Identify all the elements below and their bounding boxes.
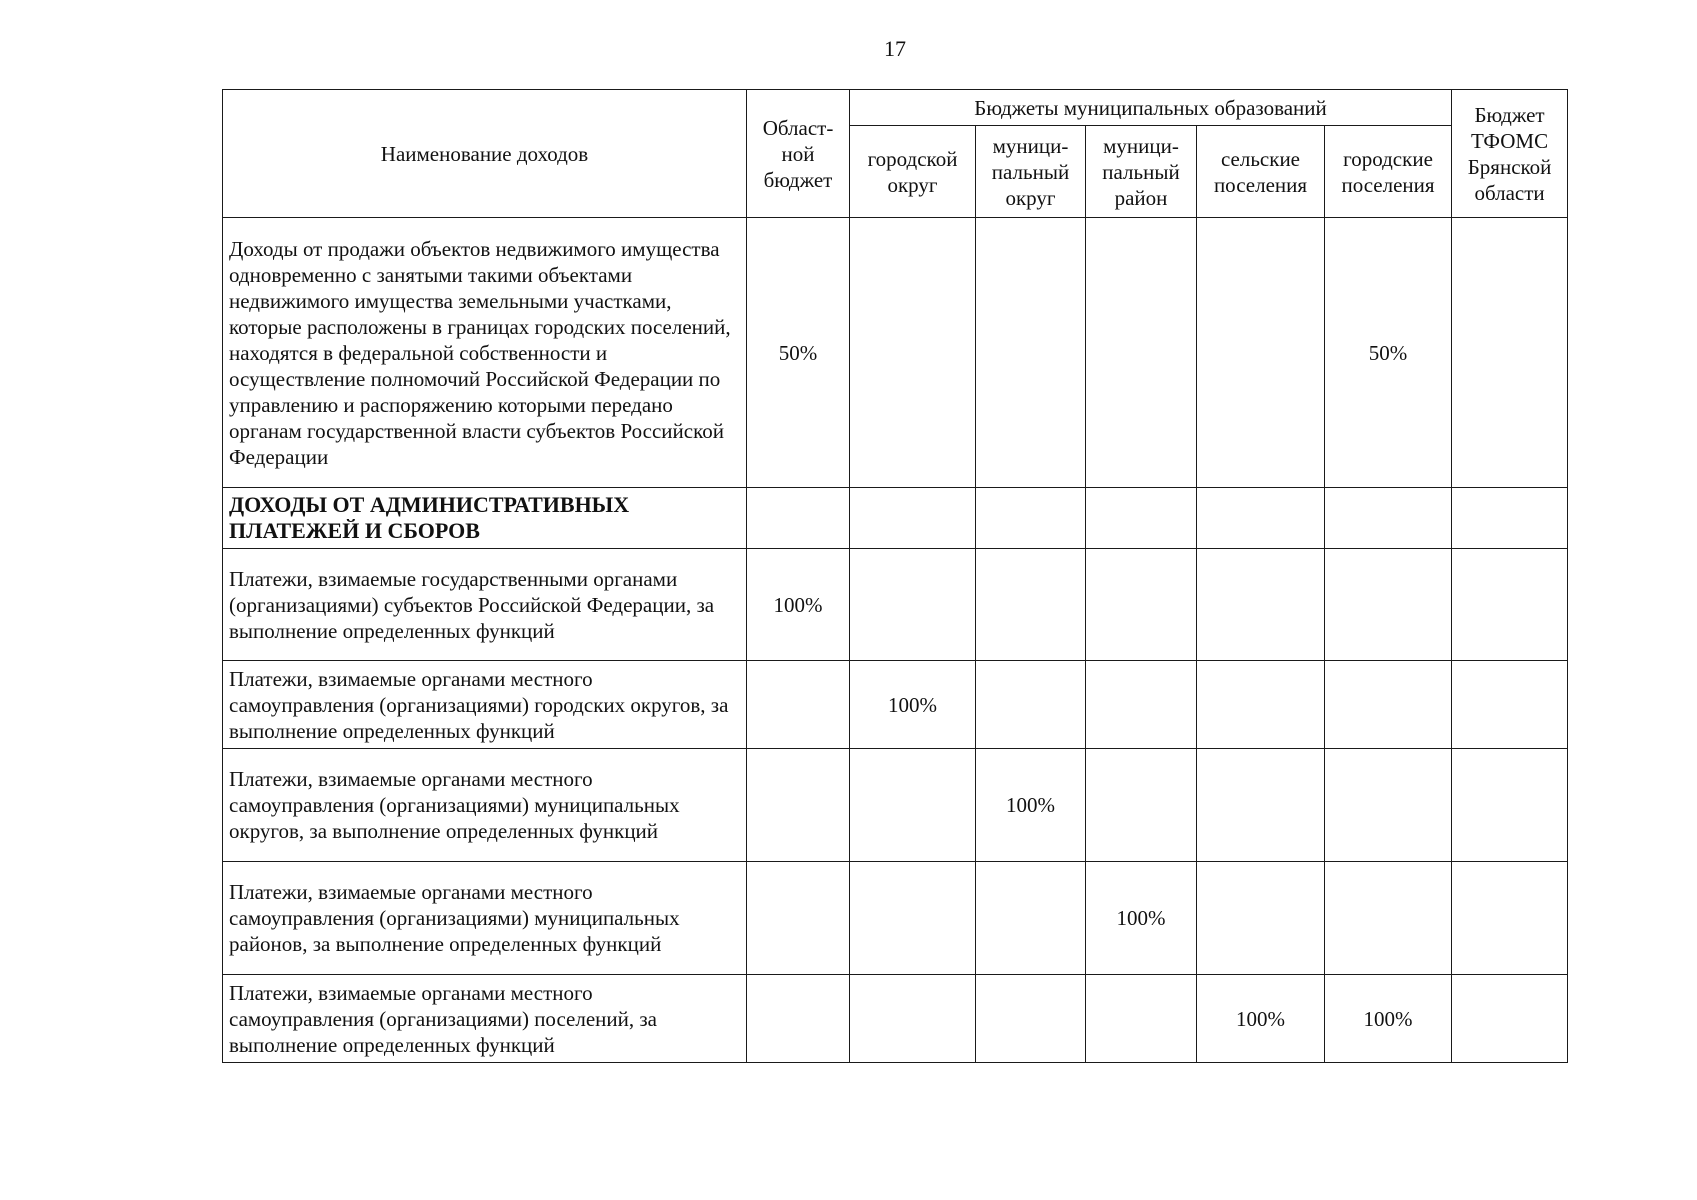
cell-city-district (850, 749, 976, 862)
table-row (223, 218, 1568, 488)
header-rural-settlements (1197, 126, 1325, 218)
cell-regional (747, 749, 850, 862)
cell-municipal-district (976, 661, 1086, 749)
cell-urban (1325, 549, 1452, 661)
cell-tfoms (1452, 749, 1568, 862)
header-city-district (850, 126, 976, 218)
cell-rural (1197, 488, 1325, 549)
cell-rural: 100% (1197, 975, 1325, 1063)
cell-city-district (850, 488, 976, 549)
cell-municipal-raion (1086, 749, 1197, 862)
cell-municipal-raion (1086, 218, 1197, 488)
cell-tfoms (1452, 218, 1568, 488)
cell-tfoms (1452, 975, 1568, 1063)
header-tfoms (1452, 90, 1568, 218)
cell-municipal-raion (1086, 661, 1197, 749)
header-mun-district-line: пальный (991, 159, 1070, 184)
cell-tfoms (1452, 549, 1568, 661)
header-regional-budget (747, 90, 850, 218)
cell-municipal-district: 100% (976, 749, 1086, 862)
header-municipal-raion (1086, 126, 1197, 218)
cell-municipal-district (976, 549, 1086, 661)
cell-regional: 100% (747, 549, 850, 661)
header-urban-settlements (1325, 126, 1452, 218)
cell-city-district (850, 862, 976, 975)
cell-city-district (850, 975, 976, 1063)
header-regional-line: ной (781, 141, 815, 166)
cell-rural (1197, 549, 1325, 661)
table-row (223, 661, 1568, 749)
section-row (223, 488, 1568, 549)
header-rural-line: поселения (1213, 172, 1308, 197)
cell-municipal-district (976, 975, 1086, 1063)
cell-municipal-district (976, 488, 1086, 549)
header-municipal-group-label: Бюджеты муниципальных образований (974, 95, 1327, 120)
header-name (223, 90, 747, 218)
cell-city-district: 100% (850, 661, 976, 749)
header-tfoms-line: Бюджет (1474, 102, 1545, 127)
cell-municipal-raion: 100% (1086, 862, 1197, 975)
cell-municipal-district (976, 218, 1086, 488)
cell-municipal-raion (1086, 975, 1197, 1063)
cell-tfoms (1452, 661, 1568, 749)
header-mun-district-line: муници- (992, 133, 1069, 158)
table-row (223, 549, 1568, 661)
row-name: Платежи, взимаемые органами местного самоуправления (организациями) муниципальных районов, за выполнение определенных функций (223, 862, 747, 975)
header-urban-line: городские (1343, 146, 1433, 171)
header-rural-line: сельские (1220, 146, 1301, 171)
header-tfoms-line: области (1474, 180, 1545, 205)
cell-rural (1197, 218, 1325, 488)
revenue-distribution-table (222, 89, 1568, 1063)
header-name-label: Наименование доходов (380, 141, 589, 166)
cell-urban: 100% (1325, 975, 1452, 1063)
cell-regional (747, 488, 850, 549)
header-tfoms-line: Брянской (1467, 154, 1552, 179)
cell-rural (1197, 749, 1325, 862)
row-name: Платежи, взимаемые органами местного самоуправления (организациями) поселений, за выполнение определенных функций (223, 975, 747, 1063)
cell-tfoms (1452, 862, 1568, 975)
cell-rural (1197, 862, 1325, 975)
header-row-1 (223, 90, 1568, 126)
cell-regional (747, 661, 850, 749)
row-name: Платежи, взимаемые органами местного самоуправления (организациями) городских округов, за выполнение определенных функций (223, 661, 747, 749)
cell-city-district (850, 218, 976, 488)
table-row (223, 862, 1568, 975)
header-tfoms-line: ТФОМС (1471, 128, 1549, 153)
row-name: Платежи, взимаемые органами местного самоуправления (организациями) муниципальных округов, за выполнение определенных функций (223, 749, 747, 862)
page-number: 17 (884, 36, 906, 61)
cell-city-district (850, 549, 976, 661)
header-mun-raion-line: муници- (1103, 133, 1179, 158)
cell-urban (1325, 661, 1452, 749)
row-name: Доходы от продажи объектов недвижимого имущества одновременно с занятыми такими объектами недвижимого имущества земельными участками, которые расположены в границах городских поселений, находятся в федеральной собственности и осуществление полномочий Российской Федерации по управлению и распоряжению которыми передано органам государственной власти субъектов Российской Федерации (223, 218, 747, 488)
cell-municipal-raion (1086, 549, 1197, 661)
header-mun-raion-line: пальный (1102, 159, 1180, 184)
table-row (223, 749, 1568, 862)
section-title: ДОХОДЫ ОТ АДМИНИСТРАТИВНЫХ ПЛАТЕЖЕЙ И СБОРОВ (223, 488, 747, 549)
cell-urban (1325, 862, 1452, 975)
header-municipal-district (976, 126, 1086, 218)
cell-urban (1325, 488, 1452, 549)
header-regional-line: бюджет (763, 167, 833, 192)
header-urban-line: поселения (1341, 172, 1435, 197)
header-regional-line: Област- (762, 115, 834, 140)
cell-regional (747, 862, 850, 975)
cell-urban (1325, 749, 1452, 862)
header-municipal-group (850, 90, 1452, 126)
header-city-line: городской (867, 146, 958, 171)
header-mun-raion-line: район (1114, 185, 1168, 210)
cell-regional (747, 975, 850, 1063)
cell-rural (1197, 661, 1325, 749)
cell-regional: 50% (747, 218, 850, 488)
row-name: Платежи, взимаемые государственными органами (организациями) субъектов Российской Федерации, за выполнение определенных функций (223, 549, 747, 661)
cell-tfoms (1452, 488, 1568, 549)
header-mun-district-line: округ (1005, 185, 1056, 210)
cell-municipal-district (976, 862, 1086, 975)
cell-urban: 50% (1325, 218, 1452, 488)
header-city-line: округ (887, 172, 938, 197)
cell-municipal-raion (1086, 488, 1197, 549)
table-row (223, 975, 1568, 1063)
